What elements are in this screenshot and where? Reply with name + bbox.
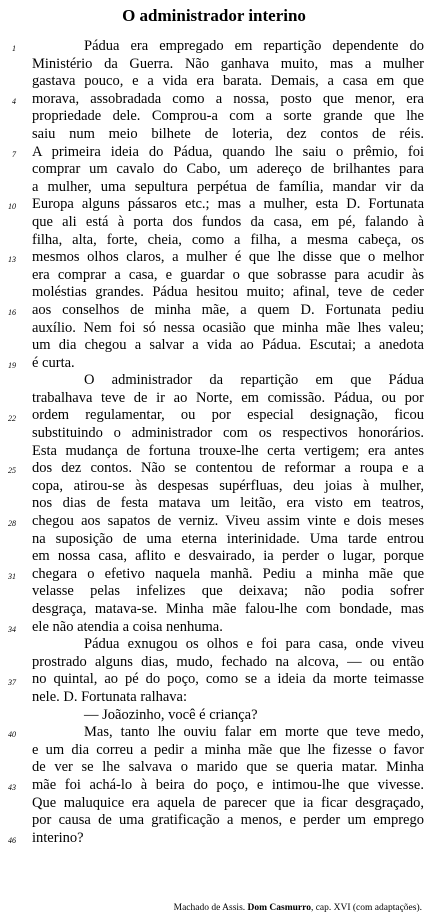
text-line: velasse pelas infelizes que deixava; não podia sofrer	[32, 583, 424, 600]
line-number: 25	[8, 466, 16, 476]
text-line: Pádua exnugou os olhos e foi para casa, onde viveu	[84, 636, 424, 653]
text-line: mesmos olhos claros, a mulher é que lhe disse que o melhor	[32, 249, 424, 266]
line-number: 1	[12, 44, 16, 53]
text-line: propriedade dele. Comprou-a com a sorte grande que lhe	[32, 108, 424, 125]
text-line: auxílio. Nem foi só nessa ocasião que minha mãe lhes valeu;	[32, 319, 424, 336]
text-line: ele não atendia a coisa nenhuma.	[32, 618, 223, 635]
text-line: é curta.	[32, 354, 75, 371]
line-number: 40	[8, 730, 16, 740]
text-line: saiu num meio bilhete de loteria, dez contos de réis.	[32, 125, 424, 142]
text-line: Pádua era empregado em repartição dependente do	[84, 38, 424, 54]
text-line: mãe foi achá-lo à beira do poço, e intimou-lhe que vivesse.	[32, 776, 424, 793]
line-number: 10	[8, 202, 16, 212]
text-line: dos dez contos. Não se contentou de reformar a roupa e a	[32, 460, 424, 477]
line-number: 43	[8, 783, 16, 793]
line-number: 46	[8, 836, 16, 845]
text-line: gastava pouco, e a vida era barata. Demais, a casa em que	[32, 73, 424, 90]
line-number: 13	[8, 255, 16, 265]
text-line: chegara o efetivo naquela manhã. Pediu a minha mãe que	[32, 565, 424, 582]
text-line: em nossa casa, aflito e desvairado, ia perder o lugar, porque	[32, 548, 424, 565]
document-title: O administrador interino	[122, 6, 306, 25]
text-line: copa, atirou-se às despesas supérfluas, deu joias à mulher,	[32, 477, 424, 494]
text-line: Esta mudança de fortuna trouxe-lhe certa vertigem; era antes	[32, 442, 424, 459]
text-line: trabalhava teve de ir ao Norte, em comissão. Pádua, ou por	[32, 389, 424, 406]
text-line: que ali está à porta dos fundos da casa, em pé, falando à	[32, 213, 424, 230]
text-line: um dia chegou a salvar a vida ao Pádua. Escutai; a anedota	[32, 337, 424, 354]
source-detail: , cap. XVI (com adaptações).	[310, 903, 422, 913]
line-number: 28	[8, 519, 16, 529]
text-line: Ministério da Guerra. Não ganhava muito, mas a mulher	[32, 55, 424, 72]
text-line: de ver se lhe salvava o marido que se queria matar. Minha	[32, 759, 424, 776]
text-line: moléstias grandes. Pádua hesitou muito; afinal, teve de ceder	[32, 284, 424, 301]
line-number: 4	[12, 96, 16, 106]
text-line: chegou aos sapatos de verniz. Viveu assim vinte e dois meses	[32, 513, 424, 530]
text-line: ordem regulamentar, ou por especial designação, ficou	[32, 407, 424, 424]
text-line: O administrador da repartição em que Pádua	[84, 372, 424, 389]
source-work-title: Dom Casmurro	[247, 903, 311, 913]
text-line: no quintal, ao pé do poço, como se a ideia da morte teimasse	[32, 671, 424, 688]
text-line: Europa alguns pássaros etc.; mas a mulher, esta D. Fortunata	[32, 196, 424, 213]
text-line: prostrado alguns dias, mudo, fechado na alcova, — ou então	[32, 653, 424, 670]
text-line: Que maluquice era aquela de parecer que ia ficar desgraçado,	[32, 794, 424, 811]
passage-text	[32, 38, 424, 847]
line-number: 19	[8, 360, 16, 370]
text-line: desgraça, matava-se. Minha mãe falou-lhe com bondade, mas	[32, 601, 424, 617]
text-line: A primeira ideia do Pádua, quando lhe saiu o prêmio, foi	[32, 143, 424, 160]
text-line: nele. D. Fortunata ralhava:	[32, 688, 188, 705]
text-line: morava, assobradada como a nossa, posto que menor, era	[32, 90, 424, 107]
text-line: interino?	[32, 829, 84, 846]
line-number: 22	[8, 413, 16, 423]
text-line: Mas, tanto lhe ouviu falar em morte que teve medo,	[84, 724, 424, 741]
text-line: na suposição de uma eterna interinidade. Uma tarde entrou	[32, 530, 424, 547]
text-line: era comprar a casa, e guardar o que sobrasse para acudir às	[32, 266, 424, 283]
source-author: Machado de Assis.	[173, 903, 246, 913]
line-number: 37	[8, 677, 16, 687]
text-line: aos conselhos de minha mãe, a quem D. Fortunata pediu	[32, 301, 424, 318]
text-line: — Joãozinho, você é criança?	[84, 706, 258, 723]
text-line: e um dia correu a pedir a minha mãe que lhe fizesse o favor	[32, 741, 424, 758]
line-number: 16	[8, 308, 16, 317]
line-number: 31	[8, 572, 16, 581]
text-line: comprar um cavalo do Cabo, um adereço de brilhantes para	[32, 161, 424, 178]
text-line: substituindo o administrador com os respectivos honorários.	[32, 425, 424, 442]
text-line: filha, alta, forte, cheia, como a filha, a mesma cabeça, os	[32, 231, 424, 248]
line-number: 7	[12, 149, 16, 159]
text-line: por causa de uma gratificação a menos, e perder um emprego	[32, 812, 424, 829]
line-number: 34	[8, 624, 16, 634]
text-line: a mulher, uma sepultura perpétua de família, mandar vir da	[32, 178, 424, 195]
source-citation	[174, 902, 422, 914]
text-line: nos dias de festa matava um leitão, era visto em teatros,	[32, 495, 424, 512]
